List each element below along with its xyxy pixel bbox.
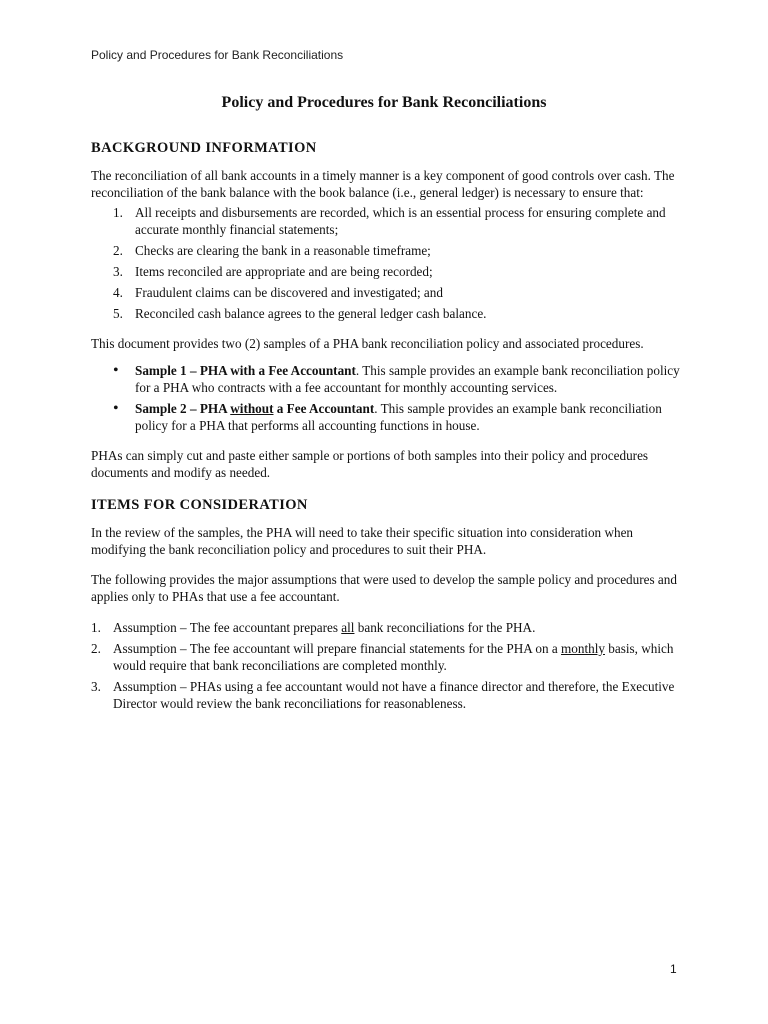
list-number: 3. [113,264,123,279]
running-header: Policy and Procedures for Bank Reconciliations [91,48,344,62]
list-text: Items reconciled are appropriate and are being recorded; [135,264,433,279]
assumption-text-pre: Assumption – The fee accountant prepares [113,620,342,635]
sample-text [135,400,681,434]
background-heading: BACKGROUND INFORMATION [91,140,317,156]
list-item [113,284,681,301]
list-item [113,305,681,322]
list-number: 2. [113,243,123,258]
page-number: 1 [670,962,677,976]
list-text: Checks are clearing the bank in a reasonable timeframe; [135,243,431,258]
background-list [113,204,681,322]
assumption-item-3 [91,678,681,712]
assumption-item-1 [91,619,681,636]
list-number: 4. [113,285,123,300]
consideration-paragraph-1: In the review of the samples, the PHA will need to take their specific situation into consideration when modifying the bank reconciliation policy and procedures to suit their PHA. [91,525,634,557]
assumption-text [113,619,535,636]
list-item [113,204,681,238]
sample-label-underlined: without [230,401,274,416]
sample-description: . This sample provides an example bank reconciliation policy for a PHA that performs all accounting functions in house. [135,401,662,433]
document-body [91,138,681,716]
sample-description: . This sample provides an example bank reconciliation policy for a PHA who contracts with a fee accountant for monthly accounting services. [135,363,680,395]
list-text: All receipts and disbursements are recorded, which is an essential process for ensuring complete and accurate monthly financial statements; [135,205,666,237]
sample-label-pre: Sample 2 – PHA [135,401,231,416]
assumption-text-pre: Assumption – The fee accountant will prepare financial statements for the PHA on a [113,641,562,656]
list-text: Reconciled cash balance agrees to the general ledger cash balance. [135,306,487,321]
document-title: Policy and Procedures for Bank Reconciliations [221,94,547,111]
sample-text [135,362,681,396]
list-number: 5. [113,306,123,321]
list-text: Fraudulent claims can be discovered and investigated; and [135,285,443,300]
assumption-text [113,640,681,674]
consideration-paragraph-2: The following provides the major assumptions that were used to develop the sample policy and procedures and applies only to PHAs that use a fee accountant. [91,572,677,604]
sample-label-post: a Fee Accountant [273,401,375,416]
list-number: 1. [113,205,123,220]
bullet-icon: • [113,400,119,417]
assumption-underlined: all [341,620,355,635]
sample-item-1 [113,362,681,396]
list-number: 2. [91,641,101,656]
assumption-item-2 [91,640,681,674]
assumption-underlined: monthly [561,641,605,656]
samples-intro: This document provides two (2) samples of a PHA bank reconciliation policy and associated procedures. [91,336,644,351]
sample-label [135,401,374,416]
assumption-text-post: bank reconciliations for the PHA. [354,620,536,635]
list-item [113,263,681,280]
assumptions-list [91,619,681,712]
consideration-heading: ITEMS FOR CONSIDERATION [91,497,308,513]
samples-list [113,362,681,434]
sample-label: Sample 1 – PHA with a Fee Accountant [135,363,356,378]
list-number: 1. [91,620,101,635]
bullet-icon: • [113,362,119,379]
assumption-text: Assumption – PHAs using a fee accountant would not have a finance director and therefore, the Executive Director would review the bank reconciliations for reasonableness. [113,679,675,711]
sample-item-2 [113,400,681,434]
assumption-text-post: basis, which would require that bank reconciliations are completed monthly. [113,641,674,673]
background-closing: PHAs can simply cut and paste either sample or portions of both samples into their policy and procedures documents and modify as needed. [91,448,649,480]
background-intro: The reconciliation of all bank accounts in a timely manner is a key component of good controls over cash. The reconciliation of the bank balance with the book balance (i.e., general ledger) is necessary to ensure that: [91,168,675,200]
list-number: 3. [91,679,101,694]
list-item [113,242,681,259]
